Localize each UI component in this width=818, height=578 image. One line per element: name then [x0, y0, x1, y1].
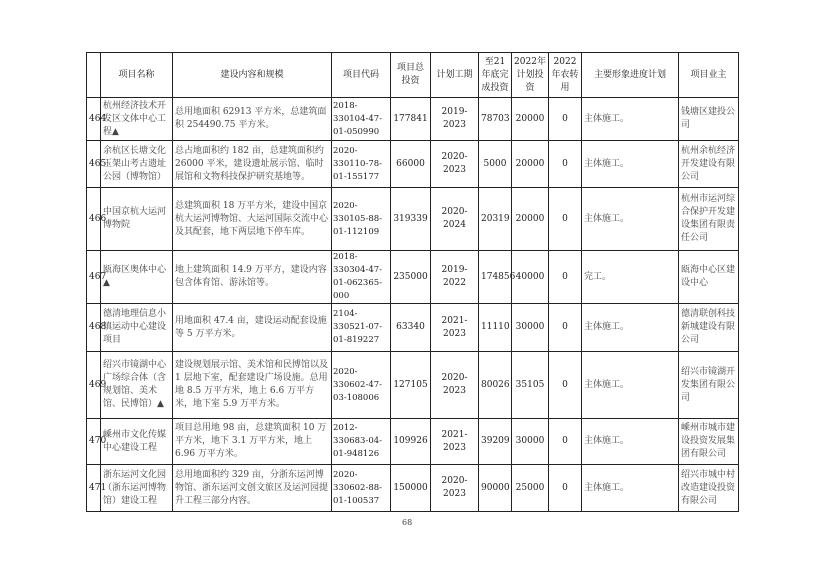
cell-done: 78703 [479, 98, 512, 141]
column-header: 2022年农转用 [549, 53, 582, 98]
cell-progress: 完工。 [582, 251, 679, 304]
column-header: 计划工期 [431, 53, 479, 98]
cell-content: 项目总用地 98 亩，总建筑面积 10 万平方米，地下 3.1 万平方米，地上 6.96 万平方米。 [173, 419, 332, 465]
cell-total: 319339 [391, 188, 431, 251]
cell-progress: 主体施工。 [582, 188, 679, 251]
column-header: 项目名称 [101, 53, 173, 98]
table-row [87, 465, 739, 512]
cell-plan: 20000 [512, 98, 549, 141]
cell-total: 235000 [391, 251, 431, 304]
table-row [87, 419, 739, 465]
cell-content: 地上建筑面积 14.9 万平方，建设内容包含体育馆、游泳馆等。 [173, 251, 332, 304]
cell-progress: 主体施工。 [582, 304, 679, 352]
cell-name: 中国京杭大运河博物院 [101, 188, 173, 251]
cell-owner: 瓯海中心区建设中心 [679, 251, 739, 304]
cell-period: 2020-2023 [431, 465, 479, 512]
cell-code: 2104-330521-07-01-819227 [332, 304, 391, 352]
cell-content: 总用地面积约 329 亩，分浙东运河博物馆、浙东运河文创文旅区及运河园提升工程三部分内容。 [173, 465, 332, 512]
cell-period: 2020-2023 [431, 141, 479, 188]
cell-period: 2021-2023 [431, 419, 479, 465]
cell-name: 嵊州市文化传媒中心建设工程 [101, 419, 173, 465]
cell-plan: 30000 [512, 419, 549, 465]
cell-period: 2019-2023 [431, 98, 479, 141]
cell-content: 用地面积 47.4 亩，建设运动配套设施等 5 万平方米。 [173, 304, 332, 352]
cell-plan: 30000 [512, 304, 549, 352]
cell-name: 余杭区长塘文化玉架山考古遗址公园（博物馆） [101, 141, 173, 188]
cell-land: 0 [549, 188, 582, 251]
cell-code: 2020-330602-88-01-100537 [332, 465, 391, 512]
cell-total: 109926 [391, 419, 431, 465]
cell-land: 0 [549, 304, 582, 352]
column-header: 主要形象进度计划 [582, 53, 679, 98]
cell-owner: 杭州余杭经济开发建设有限公司 [679, 141, 739, 188]
cell-owner: 绍兴市镜湖开发集团有限公司 [679, 352, 739, 419]
cell-content: 总用地面积 62913 平方米，总建筑面积 254490.75 平方米。 [173, 98, 332, 141]
cell-done: 90000 [479, 465, 512, 512]
cell-code: 2020-330105-88-01-112109 [332, 188, 391, 251]
cell-progress: 主体施工。 [582, 141, 679, 188]
table-header [87, 53, 739, 98]
cell-total: 66000 [391, 141, 431, 188]
cell-owner: 德清联创科技新城建设有限公司 [679, 304, 739, 352]
cell-plan: 20000 [512, 141, 549, 188]
table-row [87, 141, 739, 188]
table-row [87, 188, 739, 251]
cell-name: 浙东运河文化园（浙东运河博物馆）建设工程 [101, 465, 173, 512]
cell-plan: 25000 [512, 465, 549, 512]
cell-owner: 嵊州市城市建设投资发展集团有限公司 [679, 419, 739, 465]
cell-code: 2018-330104-47-01-050990 [332, 98, 391, 141]
cell-no: 466 [87, 188, 101, 251]
cell-name: 瓯海区奥体中心▲ [101, 251, 173, 304]
cell-total: 150000 [391, 465, 431, 512]
table-row [87, 352, 739, 419]
cell-owner: 钱塘区建投公司 [679, 98, 739, 141]
cell-period: 2020-2024 [431, 188, 479, 251]
cell-land: 0 [549, 98, 582, 141]
table-row [87, 98, 739, 141]
cell-done: 11110 [479, 304, 512, 352]
column-header: 项目业主 [679, 53, 739, 98]
cell-no: 469 [87, 352, 101, 419]
table-row [87, 251, 739, 304]
cell-period: 2019-2022 [431, 251, 479, 304]
cell-done: 80026 [479, 352, 512, 419]
cell-total: 63340 [391, 304, 431, 352]
cell-period: 2021-2023 [431, 304, 479, 352]
cell-total: 127105 [391, 352, 431, 419]
cell-no: 471 [87, 465, 101, 512]
cell-content: 总建筑面积 18 万平方米，建设中国京杭大运河博物馆、大运河国际交流中心及其配套，地下两层地下停车库。 [173, 188, 332, 251]
table-row [87, 304, 739, 352]
cell-no: 470 [87, 419, 101, 465]
cell-owner: 绍兴市城中村改造建设投资有限公司 [679, 465, 739, 512]
cell-land: 0 [549, 419, 582, 465]
cell-no: 465 [87, 141, 101, 188]
cell-code: 2020-330602-47-03-108006 [332, 352, 391, 419]
cell-period: 2020-2023 [431, 352, 479, 419]
cell-name: 绍兴市镜湖中心广场综合体（含规划馆、美术馆、民博馆）▲ [101, 352, 173, 419]
cell-content: 总占地面积约 182 亩，总建筑面积约 26000 平米，建设遗址展示馆、临时展馆和文物科技保护研究基地等。 [173, 141, 332, 188]
cell-no: 467 [87, 251, 101, 304]
cell-content: 建设规划展示馆、美术馆和民博馆以及 1 层地下室，配套建设广场设施。总用地 8.5 万平方米，地上 6.6 万平方米，地下室 5.9 万平方米。 [173, 352, 332, 419]
cell-plan: 40000 [512, 251, 549, 304]
cell-owner: 杭州市运河综合保护开发建设集团有限责任公司 [679, 188, 739, 251]
column-header: 建设内容和规模 [173, 53, 332, 98]
cell-plan: 20000 [512, 188, 549, 251]
project-table [86, 52, 739, 512]
column-header: 至21年底完成投资 [479, 53, 512, 98]
cell-progress: 主体施工。 [582, 98, 679, 141]
cell-progress: 主体施工。 [582, 352, 679, 419]
cell-code: 2018-330304-47-01-062365-000 [332, 251, 391, 304]
cell-land: 0 [549, 352, 582, 419]
cell-no: 468 [87, 304, 101, 352]
cell-done: 5000 [479, 141, 512, 188]
cell-land: 0 [549, 465, 582, 512]
cell-progress: 主体施工。 [582, 419, 679, 465]
cell-plan: 35105 [512, 352, 549, 419]
cell-code: 2020-330110-78-01-155177 [332, 141, 391, 188]
cell-done: 174856 [479, 251, 512, 304]
column-header [87, 53, 101, 98]
column-header: 2022年计划投资 [512, 53, 549, 98]
cell-no: 464 [87, 98, 101, 141]
column-header: 项目代码 [332, 53, 391, 98]
cell-done: 39209 [479, 419, 512, 465]
column-header: 项目总投资 [391, 53, 431, 98]
cell-done: 20319 [479, 188, 512, 251]
page-number: 68 [402, 518, 413, 527]
cell-progress: 主体施工。 [582, 465, 679, 512]
cell-total: 177841 [391, 98, 431, 141]
cell-name: 杭州经济技术开发区文体中心工程▲ [101, 98, 173, 141]
cell-land: 0 [549, 141, 582, 188]
cell-name: 德清地理信息小镇运动中心建设项目 [101, 304, 173, 352]
cell-land: 0 [549, 251, 582, 304]
cell-code: 2012-330683-04-01-948126 [332, 419, 391, 465]
